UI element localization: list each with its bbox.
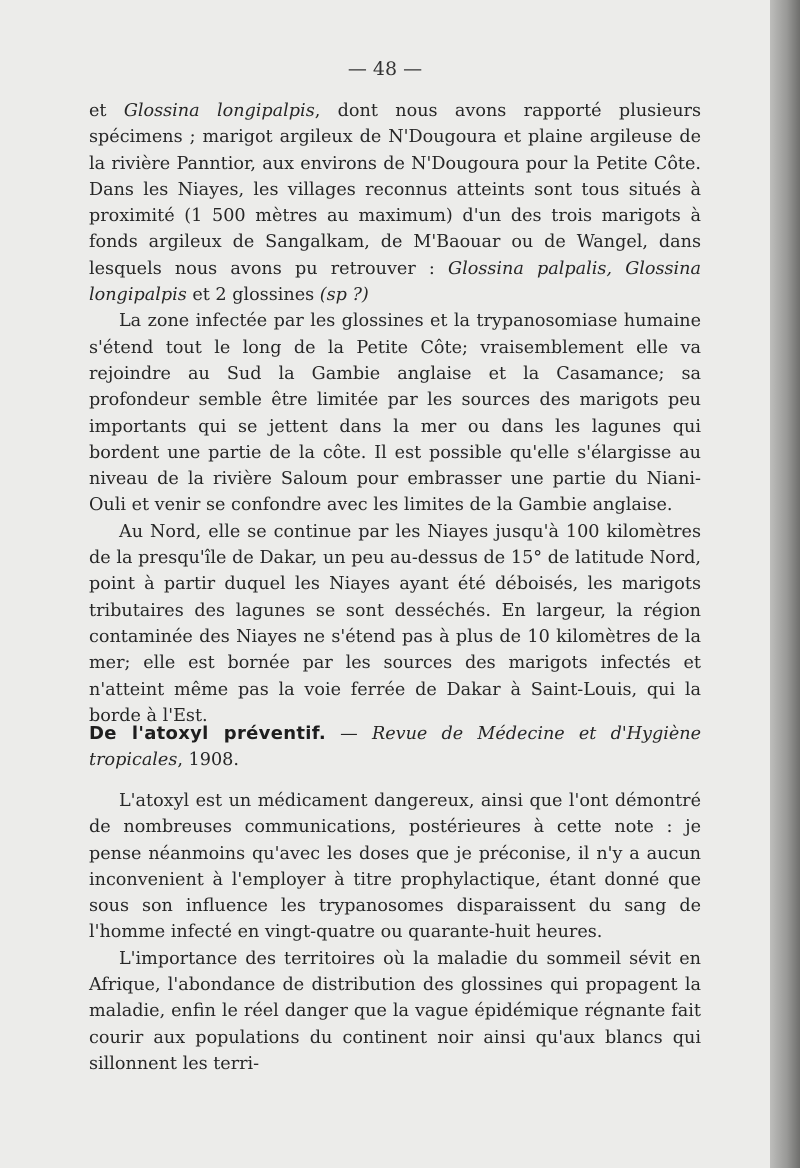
heading-source: Revue de Médecine et d'Hygiène tropicales <box>89 724 701 771</box>
paragraph-4: L'atoxyl est un médicament dangereux, ainsi que l'ont démontré de nombreuses communications, postérieures à cette note : je pense néanmoins qu'avec les doses que je préconise, il n'y a aucun inconvenient à l'employer à titre prophylactique, étant donné que sous son influence les trypanosomes disparaissent du sang de l'homme infecté en vingt-quatre ou quarante-huit heures. <box>89 791 701 943</box>
heading-line <box>89 721 701 774</box>
heading-dash: — <box>325 724 372 744</box>
page-number: — 48 — <box>347 58 423 80</box>
section-heading <box>89 721 701 774</box>
paragraph-5: L'importance des territoires où la maladie du sommeil sévit en Afrique, l'abondance de distribution des glossines qui propagent la maladie, enfin le réel danger que la vague épidémique régnante fait courir aux populations du continent noir ainsi qu'aux blancs qui sillonnent les terri- <box>89 948 701 1074</box>
heading-title: De l'atoxyl préventif. <box>89 723 326 744</box>
heading-year: , 1908. <box>177 750 239 771</box>
page-edge-shadow <box>770 0 800 1168</box>
paragraph-1: et Glossina longipalpis, dont nous avons rapporté plusieurs spécimens ; marigot argileux de N'Dougoura et plaine argileuse de la rivière Panntior, aux environs de N'Dougoura pour la Petite Côte. Dans les Niayes, les villages reconnus atteints sont tous situés à proximité (1 500 mètres au maximum) d'un des trois marigots à fonds argileux de Sangalkam, de M'Baouar ou de Wangel, dans lesquels nous avons pu retrouver : Glossina palpalis, Glossina longipalpis et 2 glossines (sp ?) <box>89 101 701 306</box>
section-2 <box>89 788 701 1077</box>
section-1 <box>89 98 701 729</box>
paragraph-3: Au Nord, elle se continue par les Niayes jusqu'à 100 kilomètres de la presqu'île de Dakar, un peu au-dessus de 15° de latitude Nord, point à partir duquel les Niayes ayant été déboisés, les marigots tributaires des lagunes se sont desséchés. En largeur, la région contaminée des Niayes ne s'étend pas à plus de 10 kilomètres de la mer; elle est bornée par les sources des marigots infectés et n'atteint même pas la voie ferrée de Dakar à Saint-Louis, qui la borde à l'Est. <box>89 521 701 726</box>
paragraph-2: La zone infectée par les glossines et la trypanosomiase humaine s'étend tout le long de la Petite Côte; vraisemblement elle va rejoindre au Sud la Gambie anglaise et la Casamance; sa profondeur semble être limitée par les sources des marigots peu importants qui se jettent dans la mer ou dans les lagunes qui bordent une partie de la côte. Il est possible qu'elle s'élargisse au niveau de la rivière Saloum pour embrasser une partie du Niani-Ouli et venir se confondre avec les limites de la Gambie anglaise. <box>89 311 701 516</box>
